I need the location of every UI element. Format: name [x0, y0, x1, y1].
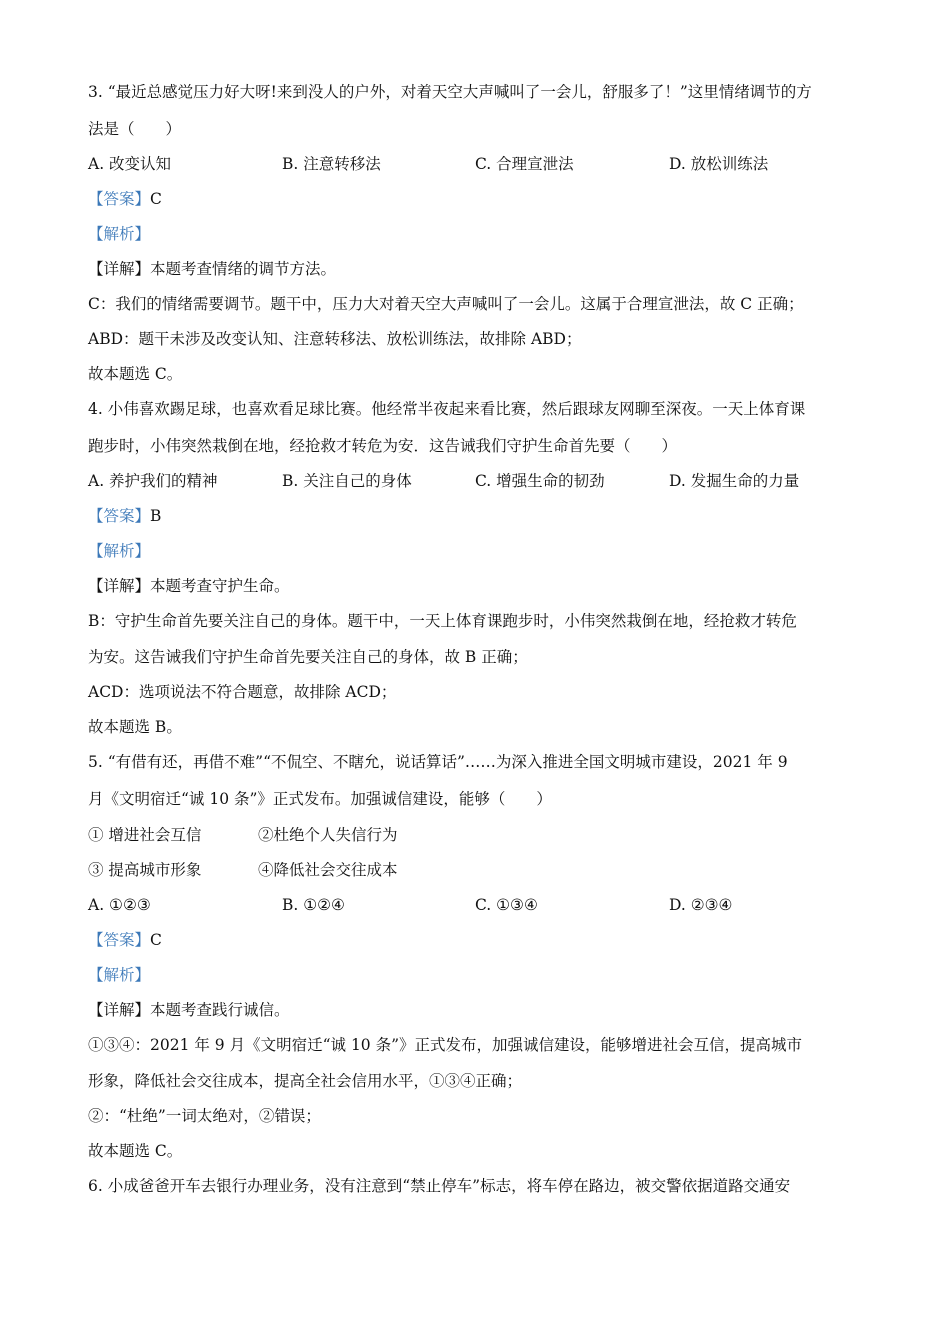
question-5-item-1: ① 增进社会互信 [88, 826, 202, 844]
question-4-option-b: B. 关注自己的身体 [282, 472, 412, 490]
answer-value: C [150, 190, 162, 208]
question-5-stem-line-2: 月《文明宿迁“诚 10 条”》正式发布。加强诚信建设，能够（ ） [88, 790, 552, 808]
question-4-analysis-tag: 【解析】 [88, 542, 151, 560]
question-4-stem-line-2: 跑步时，小伟突然栽倒在地，经抢救才转危为安．这告诫我们守护生命首先要（ ） [88, 437, 678, 455]
question-4-conclusion: 故本题选 B。 [88, 718, 182, 736]
question-4-option-d: D. 发掘生命的力量 [669, 472, 800, 490]
question-5-option-a: A. ①②③ [88, 896, 151, 914]
question-3-option-a: A. 改变认知 [88, 155, 172, 173]
question-4-detail: 【详解】本题考查守护生命。 [88, 577, 290, 595]
question-5-item-3: ③ 提高城市形象 [88, 861, 202, 879]
question-3-stem-line-2: 法是（ ） [88, 120, 182, 138]
question-5-answer [88, 930, 162, 950]
question-4-stem-line-1: 4. 小伟喜欢踢足球，也喜欢看足球比赛。他经常半夜起来看比赛，然后跟球友网聊至深夜。一天上体育课 [88, 400, 806, 418]
question-4-answer [88, 506, 161, 526]
question-3-option-d: D. 放松训练法 [669, 155, 769, 173]
question-3-answer [88, 189, 162, 209]
question-5-option-d: D. ②③④ [669, 896, 733, 914]
question-5-item-2: ②杜绝个人失信行为 [258, 826, 398, 844]
question-4-explanation-3: ACD：选项说法不符合题意，故排除 ACD； [88, 683, 397, 701]
question-3-explanation-1: C：我们的情绪需要调节。题干中，压力大对着天空大声喊叫了一会儿。这属于合理宣泄法，故 C 正确； [88, 295, 804, 313]
question-3-explanation-2: ABD：题干未涉及改变认知、注意转移法、放松训练法，故排除 ABD； [88, 330, 582, 348]
question-5-item-4: ④降低社会交往成本 [258, 861, 398, 879]
question-5-conclusion: 故本题选 C。 [88, 1142, 183, 1160]
question-3-option-c: C. 合理宣泄法 [475, 155, 574, 173]
question-5-option-b: B. ①②④ [282, 896, 345, 914]
question-4-explanation-1: B：守护生命首先要关注自己的身体。题干中，一天上体育课跑步时，小伟突然栽倒在地，经抢救才转危 [88, 612, 797, 630]
question-5-explanation-2: 形象，降低社会交往成本，提高全社会信用水平，①③④正确； [88, 1072, 523, 1090]
answer-tag: 【答案】 [88, 931, 151, 949]
question-5-analysis-tag: 【解析】 [88, 966, 151, 984]
question-3-stem-line-1: 3. “最近总感觉压力好大呀!来到没人的户外，对着天空大声喊叫了一会儿，舒服多了！”这里情绪调节的方 [88, 83, 812, 101]
question-3-conclusion: 故本题选 C。 [88, 365, 183, 383]
answer-value: B [150, 507, 162, 525]
question-3-option-b: B. 注意转移法 [282, 155, 381, 173]
question-4-explanation-2: 为安。这告诫我们守护生命首先要关注自己的身体，故 B 正确； [88, 648, 528, 666]
answer-tag: 【答案】 [88, 190, 151, 208]
question-4-option-c: C. 增强生命的韧劲 [475, 472, 605, 490]
question-6-stem-line-1: 6. 小成爸爸开车去银行办理业务，没有注意到“禁止停车”标志，将车停在路边，被交警依据道路交通安 [88, 1177, 791, 1195]
question-5-detail: 【详解】本题考查践行诚信。 [88, 1001, 290, 1019]
question-5-explanation-1: ①③④：2021 年 9 月《文明宿迁“诚 10 条”》正式发布，加强诚信建设，能够增进社会互信，提高城市 [88, 1036, 803, 1054]
answer-value: C [150, 931, 162, 949]
question-3-analysis-tag: 【解析】 [88, 225, 151, 243]
question-5-option-c: C. ①③④ [475, 896, 538, 914]
question-4-option-a: A. 养护我们的精神 [88, 472, 218, 490]
question-5-stem-line-1: 5. “有借有还，再借不难”“不侃空、不瞎允，说话算话”……为深入推进全国文明城市建设，2021 年 9 [88, 753, 788, 771]
question-3-detail: 【详解】本题考查情绪的调节方法。 [88, 260, 337, 278]
question-5-explanation-3: ②：“杜绝”一词太绝对，②错误； [88, 1107, 321, 1125]
answer-tag: 【答案】 [88, 507, 151, 525]
